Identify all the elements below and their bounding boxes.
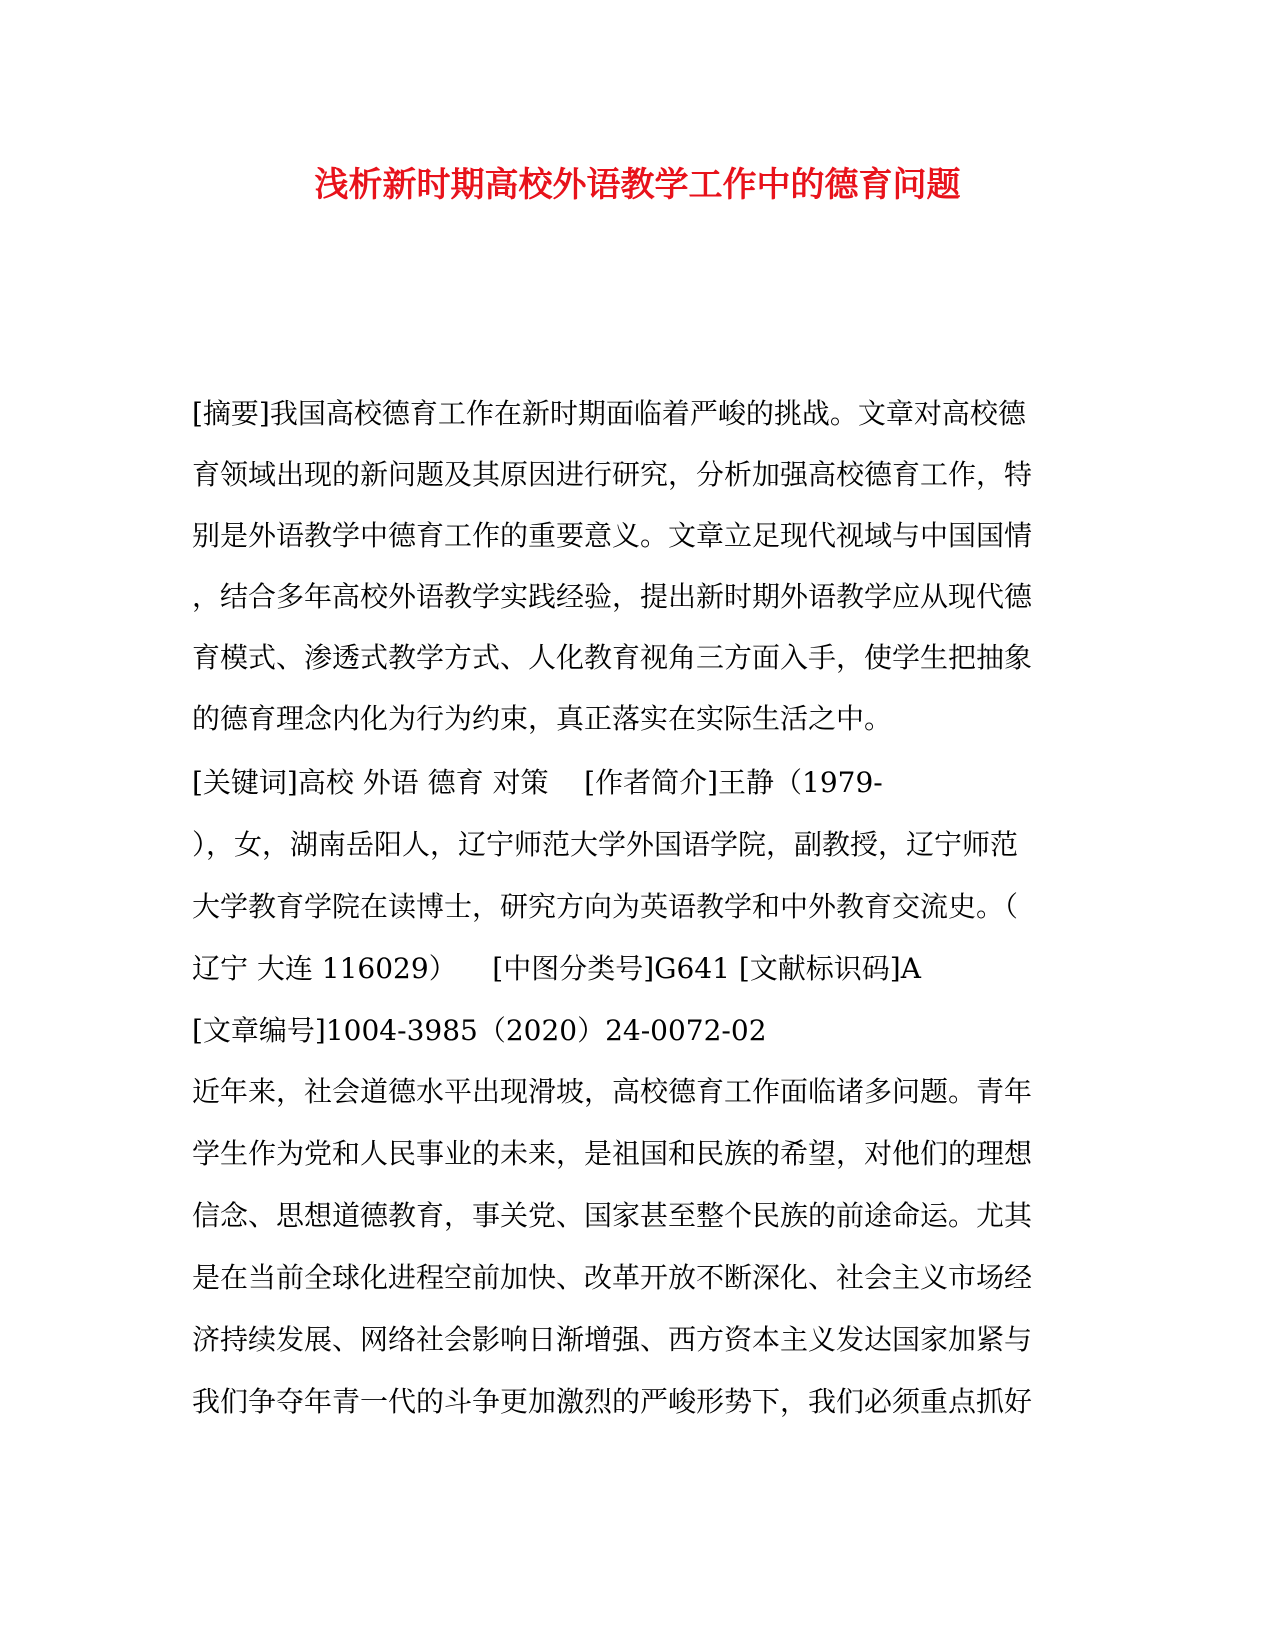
abstract-line-2: 育领域出现的新问题及其原因进行研究，分析加强高校德育工作，特 [192, 458, 1033, 491]
body-line-2: 学生作为党和人民事业的未来，是祖国和民族的希望，对他们的理想 [192, 1137, 1033, 1170]
classification-line: 辽宁 大连 116029） [中图分类号]G641 [文献标识码]A [192, 952, 921, 985]
body-line-5: 济持续发展、网络社会影响日渐增强、西方资本主义发达国家加紧与 [192, 1323, 1033, 1356]
keywords-line: [关键词]高校 外语 德育 对策 [作者简介]王静（1979- [192, 766, 883, 799]
abstract-line-1: [摘要]我国高校德育工作在新时期面临着严峻的挑战。文章对高校德 [192, 397, 1026, 430]
body-line-1: 近年来，社会道德水平出现滑坡，高校德育工作面临诸多问题。青年 [192, 1075, 1033, 1108]
abstract-line-6: 的德育理念内化为行为约束，真正落实在实际生活之中。 [192, 702, 893, 735]
article-number-line: [文章编号]1004-3985（2020）24-0072-02 [192, 1014, 767, 1047]
body-line-6: 我们争夺年青一代的斗争更加激烈的严峻形势下，我们必须重点抓好 [192, 1385, 1033, 1418]
author-line-1: ），女，湖南岳阳人，辽宁师范大学外国语学院，副教授，辽宁师范 [192, 828, 1019, 861]
body-line-4: 是在当前全球化进程空前加快、改革开放不断深化、社会主义市场经 [192, 1261, 1033, 1294]
abstract-line-5: 育模式、渗透式教学方式、人化教育视角三方面入手，使学生把抽象 [192, 641, 1033, 674]
author-line-2: 大学教育学院在读博士，研究方向为英语教学和中外教育交流史。（ [192, 890, 1019, 923]
abstract-line-3: 别是外语教学中德育工作的重要意义。文章立足现代视域与中国国情 [192, 519, 1033, 552]
document-title: 浅析新时期高校外语教学工作中的德育问题 [314, 165, 961, 205]
body-line-3: 信念、思想道德教育，事关党、国家甚至整个民族的前途命运。尤其 [192, 1199, 1033, 1232]
abstract-line-4: ，结合多年高校外语教学实践经验，提出新时期外语教学应从现代德 [192, 580, 1033, 613]
